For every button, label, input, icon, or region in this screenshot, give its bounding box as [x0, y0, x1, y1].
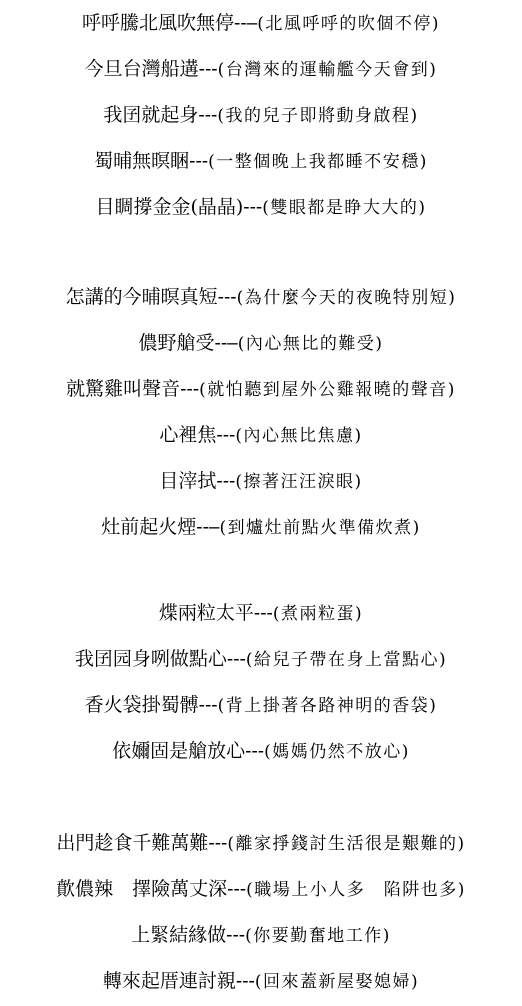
line-separator: --- — [245, 741, 265, 762]
line-separator: --– — [196, 517, 220, 538]
line-text: 儂野艙受 — [138, 332, 215, 354]
line-separator: --– — [234, 13, 258, 34]
line-text: 今旦台灣船遘 — [84, 58, 199, 80]
poem-line — [0, 728, 522, 774]
line-separator: --- — [216, 471, 236, 492]
line-separator: --- — [216, 425, 236, 446]
line-text: 怎講的今晡暝真短 — [65, 286, 218, 308]
line-separator: --- — [208, 833, 228, 854]
line-separator: --- — [226, 649, 246, 670]
line-separator: --– — [214, 333, 238, 354]
line-text: 我囝园身咧做點心 — [74, 648, 227, 670]
poem-line — [0, 320, 522, 366]
line-separator: --- — [243, 197, 263, 218]
poem-line — [0, 636, 522, 682]
stanza-3 — [0, 590, 522, 774]
line-text: 呼呼騰北風吹無停 — [81, 12, 234, 34]
line-separator: --- — [227, 879, 247, 900]
line-separator: --- — [253, 603, 273, 624]
line-gloss: (回來蓋新屋娶媳婦) — [254, 972, 420, 992]
stanza-4 — [0, 820, 522, 1004]
line-text: 出門趁食千難萬難 — [56, 832, 209, 854]
line-text: 煠兩粒太平 — [158, 602, 254, 624]
line-separator: --- — [198, 59, 218, 80]
poem-line — [0, 504, 522, 550]
line-text: 目滓拭 — [159, 470, 217, 492]
line-gloss: (職場上小人多 陷阱也多) — [246, 880, 466, 900]
line-gloss: (你要勤奮地工作) — [245, 926, 391, 946]
line-separator: --- — [235, 971, 255, 992]
line-text: 就驚雞叫聲音 — [66, 378, 181, 400]
line-gloss: (我的兒子即將動身啟程) — [217, 106, 419, 126]
line-gloss: (雙眼都是睁大大的) — [262, 198, 427, 218]
line-text: 灶前起火煙 — [101, 516, 197, 538]
poem-line — [0, 590, 522, 636]
line-text: 目睭撐金金(晶晶) — [95, 196, 244, 218]
line-text: 轉來起厝連討親 — [102, 970, 236, 992]
poem-line — [0, 0, 522, 46]
line-gloss: (內心無比焦慮) — [235, 426, 363, 446]
poem-line — [0, 184, 522, 230]
line-gloss: (就怕聽到屋外公雞報曉的聲音) — [199, 380, 456, 400]
line-text: 依嬭固是艙放心 — [112, 740, 246, 762]
poem-line — [0, 958, 522, 1004]
line-separator: --- — [189, 151, 209, 172]
line-gloss: (煮兩粒蛋) — [272, 604, 364, 624]
poem-line — [0, 274, 522, 320]
line-gloss: (一整個晚上我都睡不安穩) — [208, 152, 428, 172]
poem-line — [0, 682, 522, 728]
line-gloss: (內心無比的難受) — [237, 334, 384, 354]
line-separator: --- — [226, 925, 246, 946]
line-gloss: (到爐灶前點火準備炊煮) — [219, 518, 421, 538]
line-gloss: (媽媽仍然不放心) — [264, 742, 410, 762]
poem-line — [0, 866, 522, 912]
line-text: 心裡焦 — [159, 424, 217, 446]
poem-line — [0, 92, 522, 138]
poem-line — [0, 366, 522, 412]
poem-line — [0, 820, 522, 866]
line-gloss: (離家掙錢討生活很是艱難的) — [227, 834, 466, 854]
line-separator: --- — [180, 379, 200, 400]
poem-line — [0, 46, 522, 92]
line-gloss: (台灣來的運輸艦今天會到) — [217, 60, 438, 80]
line-separator: --- — [198, 105, 218, 126]
poem-line — [0, 912, 522, 958]
line-text: 我囝就起身 — [103, 104, 199, 126]
stanza-1 — [0, 0, 522, 230]
line-gloss: (背上掛著各路神明的香袋) — [217, 696, 438, 716]
line-separator: --- — [198, 695, 218, 716]
poem-line — [0, 412, 522, 458]
line-gloss: (擦著汪汪淚眼) — [235, 472, 363, 492]
line-gloss: (北風呼呼的吹個不停) — [257, 14, 440, 34]
line-text: 蜀晡無暝睏 — [94, 150, 190, 172]
stanza-2 — [0, 274, 522, 550]
poem-line — [0, 138, 522, 184]
line-text: 歕儂辣 擇險萬丈深 — [56, 878, 228, 900]
line-gloss: (為什麼今天的夜晚特別短) — [236, 288, 457, 308]
line-gloss: (給兒子帶在身上當點心) — [245, 650, 448, 670]
line-text: 香火袋掛蜀髆 — [84, 694, 199, 716]
line-separator: --- — [217, 287, 237, 308]
line-text: 上緊結緣做 — [131, 924, 227, 946]
poem-line — [0, 458, 522, 504]
